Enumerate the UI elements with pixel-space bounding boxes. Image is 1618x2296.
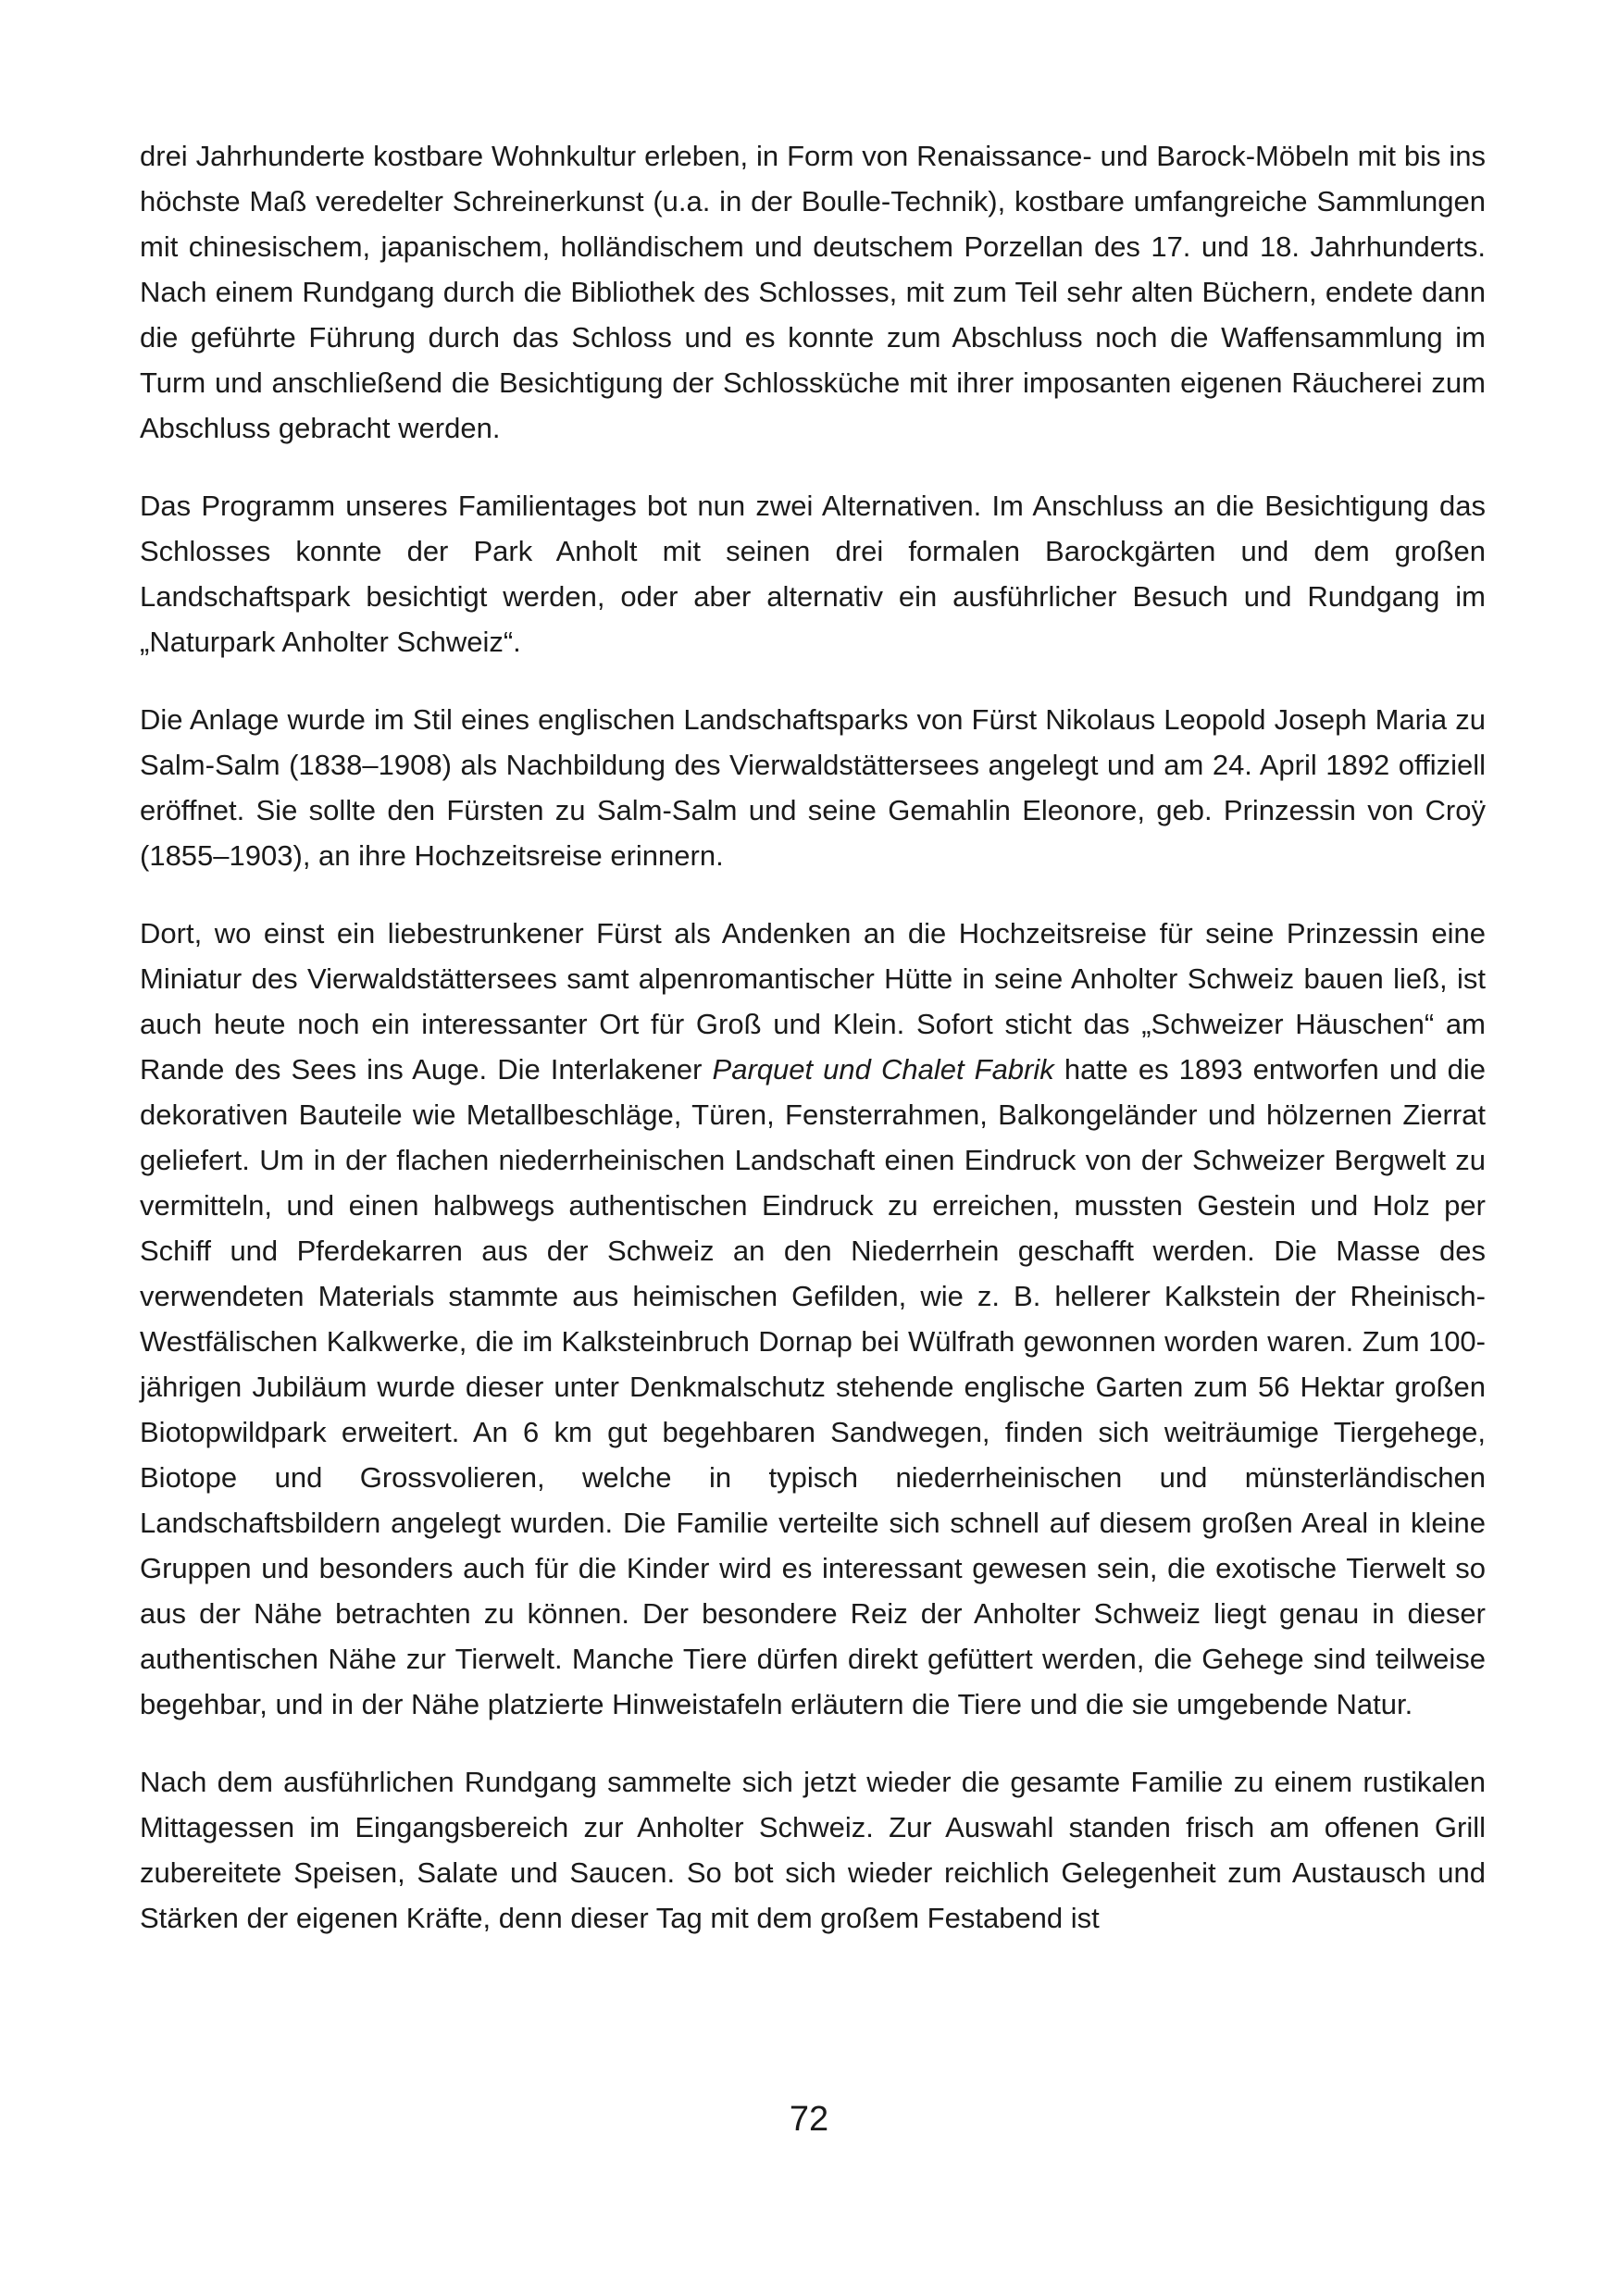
paragraph-park-history: Die Anlage wurde im Stil eines englischen Landschaftsparks von Fürst Nikolaus Leopold Joseph Maria zu Salm-Salm (1838–1908) als Nachbildung des Vierwaldstättersees angelegt und am 24. April 1892 offiziell eröffnet. Sie sollte den Fürsten zu Salm-Salm und seine Gemahlin Eleonore, geb. Prinzessin von Croÿ (1855–1903), an ihre Hochzeitsreise erinnern. <box>140 703 1486 872</box>
paragraph-anholter-schweiz <box>140 911 1486 1727</box>
page-number: 72 <box>789 2100 829 2139</box>
paragraph-lunch: Nach dem ausführlichen Rundgang sammelte sich jetzt wieder die gesamte Familie zu einem rustikalen Mittagessen im Eingangsbereich zur Anholter Schweiz. Zur Auswahl standen frisch am offenen Grill zubereitete Speisen, Salate und Saucen. So bot sich wieder reichlich Gelegenheit zum Austausch und Stärken der eigenen Kräfte, denn dieser Tag mit dem großem Festabend ist <box>140 1766 1486 1934</box>
text-segment: hatte es 1893 entworfen und die dekorativen Bauteile wie Metallbeschläge, Türen, Fensterrahmen, Balkongeländer und hölzernen Zierrat geliefert. Um in der flachen niederrheinischen Landschaft einen Eindruck von der Schweizer Bergwelt zu vermitteln, und einen halbwegs authentischen Eindruck zu erreichen, mussten Gestein und Holz per Schiff und Pferdekarren aus der Schweiz an den Niederrhein geschafft werden. Die Masse des verwendeten Materials stammte aus heimischen Gefilden, wie z. B. hellerer Kalkstein der Rheinisch-Westfälischen Kalkwerke, die im Kalksteinbruch Dornap bei Wülfrath gewonnen worden waren. Zum 100-jährigen Jubiläum wurde dieser unter Denkmalschutz stehende englische Garten zum 56 Hektar großen Biotopwildpark erweitert. An 6 km gut begehbaren Sandwegen, finden sich weiträumige Tiergehege, Biotope und Grossvolieren, welche in typisch niederrheinischen und münsterländischen Landschaftsbildern angelegt wurden. Die Familie verteilte sich schnell auf diesem großen Areal in kleine Gruppen und besonders auch für die Kinder wird es interessant gewesen sein, die exotische Tierwelt so aus der Nähe betrachten zu können. Der besondere Reiz der Anholter Schweiz liegt genau in dieser authentischen Nähe zur Tierwelt. Manche Tiere dürfen direkt gefüttert werden, die Gehege sind teilweise begehbar, und in der Nähe platzierte Hinweistafeln erläutern die Tiere und die sie umgebende Natur. <box>140 1053 1486 1720</box>
text-segment: Dort, wo einst ein liebestrunkener Fürst als Andenken an die Hochzeitsreise für seine Prinzessin eine Miniatur des Vierwaldstättersees samt alpenromantischer Hütte in seine Anholter Schweiz bauen ließ, ist auch heute noch ein interessanter Ort für Groß und Klein. Sofort sticht das „Schweizer Häuschen“ am Rande des Sees ins Auge. Die Interlakener <box>140 917 1486 1086</box>
paragraph-castle-collections: drei Jahrhunderte kostbare Wohnkultur erleben, in Form von Renaissance- und Barock-Möbeln mit bis ins höchste Maß veredelter Schreinerkunst (u.a. in der Boulle-Technik), kostbare umfangreiche Sammlungen mit chinesischem, japanischem, holländischem und deutschem Porzellan des 17. und 18. Jahrhunderts. Nach einem Rundgang durch die Bibliothek des Schlosses, mit zum Teil sehr alten Büchern, endete dann die geführte Führung durch das Schloss und es konnte zum Abschluss noch die Waffensammlung im Turm und anschließend die Besichtigung der Schlossküche mit ihrer imposanten eigenen Räucherei zum Abschluss gebracht werden. <box>140 140 1486 444</box>
page-body <box>140 133 1486 1941</box>
italic-text: Parquet und Chalet Fabrik <box>712 1053 1054 1086</box>
paragraph-program-alternatives: Das Programm unseres Familientages bot nun zwei Alternativen. Im Anschluss an die Besichtigung das Schlosses konnte der Park Anholt mit seinen drei formalen Barockgärten und dem großen Landschaftspark besichtigt werden, oder aber alternativ ein ausführlicher Besuch und Rundgang im „Naturpark Anholter Schweiz“. <box>140 490 1486 658</box>
